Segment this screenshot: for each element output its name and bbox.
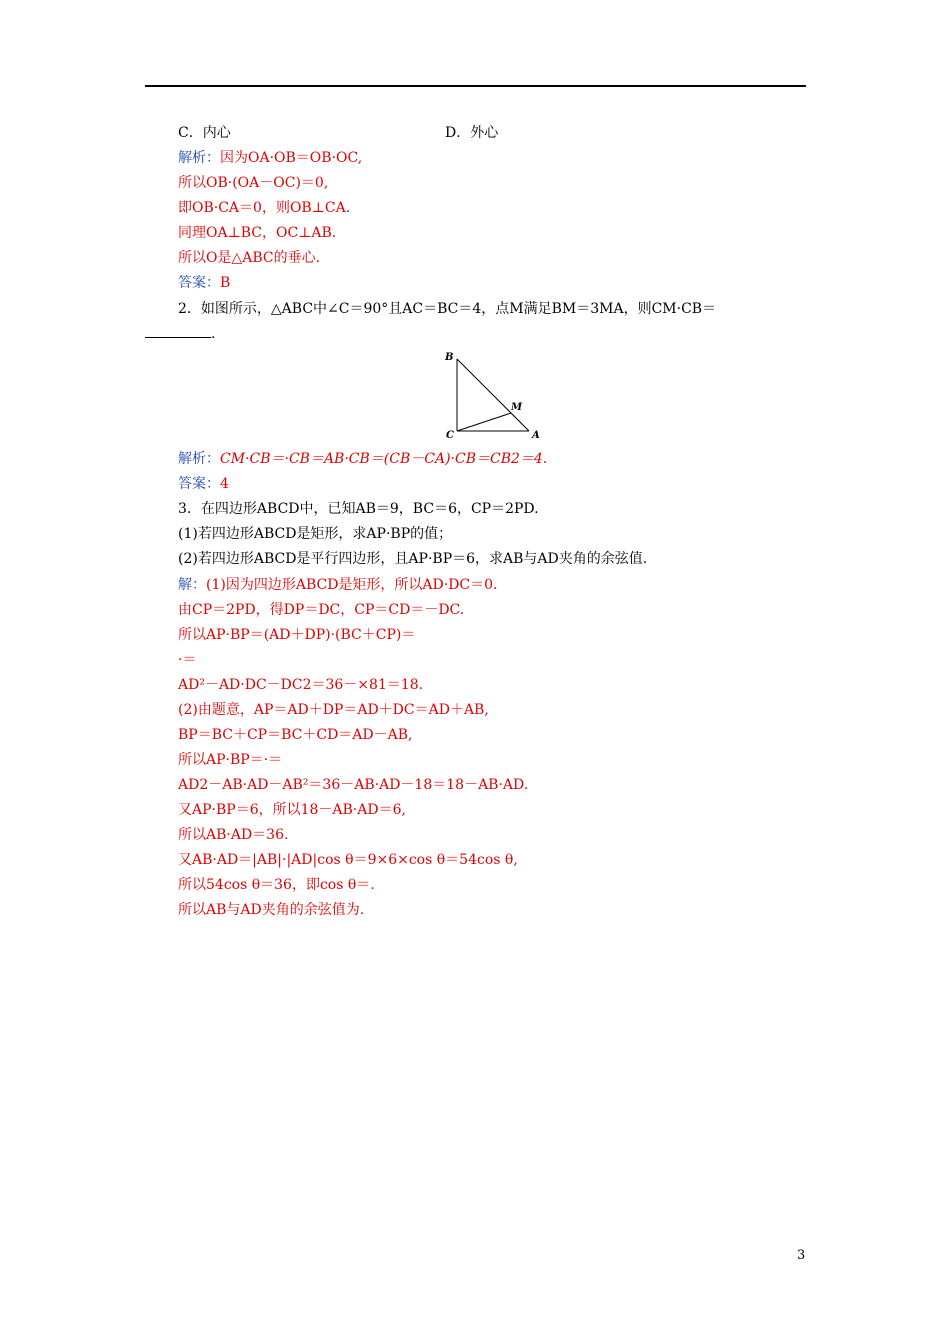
q2-stem-end: . [211,326,216,342]
q3-solution-label: 解： [178,577,206,593]
q2-answer-value: 4 [220,476,229,492]
q3-solution-line-3: 所以AP·BP＝(AD＋DP)·(BC＋CP)＝ [178,627,416,643]
q1-solution-line-5: 所以O是△ABC的垂心. [178,250,321,266]
label-c: C [446,430,454,441]
q3-solution-line-11: 所以AB·AD＝36. [178,827,289,843]
q2-solution-label: 解析： [178,451,220,467]
q2-stem-continued [145,324,215,344]
label-m: M [511,402,523,413]
q3-solution-line-1 [178,575,498,595]
segment-ba [457,359,529,431]
q3-solution-line-12: 又AB·AD＝|AB|·|AD|cos θ＝9×6×cos θ＝54cos θ, [178,852,518,868]
q1-answer [178,273,230,293]
segment-cm [457,413,511,431]
q1-solution-line-3: 即OB·CA＝0，则OB⊥CA. [178,200,351,216]
q2-solution-text: CM·CB＝·CB＝AB·CB＝(CB－CA)·CB＝CB2＝4. [220,451,548,467]
q1-solution-label: 解析： [178,150,220,166]
q1-solution-line-2: 所以OB·(OA－OC)＝0, [178,175,329,191]
label-a: A [532,430,540,441]
q3-solution-line-5: AD²－AD·DC－DC2＝36－×81＝18. [178,677,424,693]
header-rule [145,85,806,87]
q2-answer-label: 答案： [178,476,220,492]
q3-part-1: (1)若四边形ABCD是矩形，求AP·BP的值； [178,526,453,542]
option-c: C．内心 [178,125,231,141]
q3-stem: 3．在四边形ABCD中，已知AB＝9，BC＝6，CP＝2PD. [178,501,539,517]
q3-solution-line-14: 所以AB与AD夹角的余弦值为. [178,902,365,918]
q2-solution [178,449,547,469]
q3-solution-line-13: 所以54cos θ＝36，即cos θ＝. [178,877,375,893]
page-number: 3 [797,1248,806,1263]
q2-stem: 2．如图所示，△ABC中∠C＝90°且AC＝BC＝4，点M满足BM＝3MA，则CM·CB＝ [178,301,717,317]
q1-solution-line-1 [178,148,362,168]
q3-solution-line-9: AD2－AB·AD－AB²＝36－AB·AD－18＝18－AB·AD. [178,777,529,793]
q3-solution-line-4: ·＝ [178,652,197,668]
q3-solution-line-7: BP＝BC＋CP＝BC＋CD＝AD－AB, [178,727,413,743]
q2-answer [178,474,229,494]
q3-solution-line-10: 又AP·BP＝6，所以18－AB·AD＝6, [178,802,406,818]
q1-answer-value: B [220,275,231,291]
option-d: D．外心 [445,125,499,141]
q2-answer-blank [145,325,211,338]
q3-solution-text-1: (1)因为四边形ABCD是矩形，所以AD·DC＝0. [206,577,498,593]
q3-solution-line-6: (2)由题意，AP＝AD＋DP＝AD＋DC＝AD＋AB, [178,702,489,718]
q3-part-2: (2)若四边形ABCD是平行四边形，且AP·BP＝6，求AB与AD夹角的余弦值. [178,551,648,567]
q1-solution-line-4: 同理OA⊥BC，OC⊥AB. [178,225,337,241]
q3-solution-line-2: 由CP＝2PD，得DP＝DC，CP＝CD＝－DC. [178,602,465,618]
label-b: B [445,352,454,363]
triangle-figure [438,345,548,445]
q3-solution-line-8: 所以AP·BP＝·＝ [178,752,283,768]
q1-answer-label: 答案： [178,275,220,291]
q1-solution-text-1: 因为OA·OB＝OB·OC, [220,150,363,166]
